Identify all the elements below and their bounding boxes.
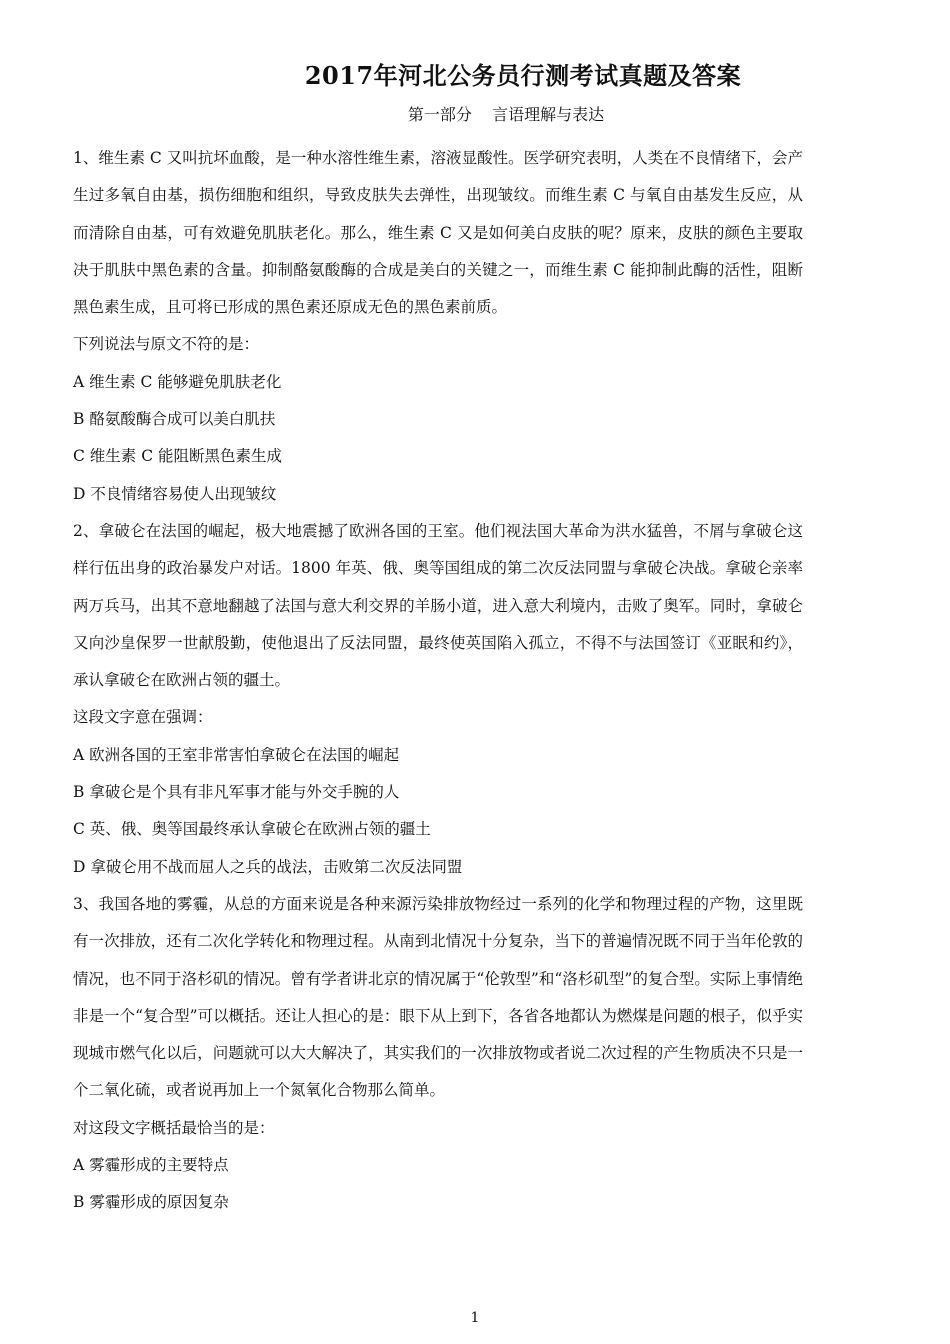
question-2-option-a: A 欧洲各国的王室非常害怕拿破仑在法国的崛起 xyxy=(73,745,400,764)
question-1-option-a: A 维生素 C 能够避免肌肤老化 xyxy=(73,372,282,391)
question-3-option-b: B 雾霾形成的原因复杂 xyxy=(73,1193,229,1212)
question-3-option-a: A 雾霾形成的主要特点 xyxy=(73,1156,229,1175)
document-body xyxy=(73,140,803,1222)
question-2-option-c: C 英、俄、奥等国最终承认拿破仑在欧洲占领的疆土 xyxy=(73,820,431,839)
question-3-prompt: 对这段文字概括最恰当的是： xyxy=(73,1118,275,1137)
question-1-prompt: 下列说法与原文不符的是： xyxy=(73,335,260,354)
question-3-stem: 3、我国各地的雾霾，从总的方面来说是各种来源污染排放物经过一系列的化学和物理过程的产物，这里既有一次排放，还有二次化学转化和物理过程。从南到北情况十分复杂，当下的普遍情况既不同于当年伦敦的情况，也不同于洛杉矶的情况。曾有学者讲北京的情况属于“伦敦型”和“洛杉矶型”的复合型。实际上事情绝非是一个“复合型”可以概括。还让人担心的是：眼下从上到下，各省各地都认为燃煤是问题的根子，似乎实现城市燃气化以后，问题就可以大大解决了，其实我们的一次排放物或者说二次过程的产生物质决不只是一个二氧化硫，或者说再加上一个氮氧化合物那么简单。 xyxy=(73,894,803,1100)
question-1-stem: 1、维生素 C 又叫抗坏血酸，是一种水溶性维生素，溶液显酸性。医学研究表明，人类在不良情绪下，会产生过多氧自由基，损伤细胞和组织，导致皮肤失去弹性，出现皱纹。而维生素 C 与氧自由基发生反应，从而清除自由基，可有效避免肌肤老化。那么，维生素 C 又是如何美白皮肤的呢？原来，皮肤的颜色主要取决于肌肤中黑色素的含量。抑制酪氨酸酶的合成是美白的关键之一，而维生素 C 能抑制此酶的活性，阻断黑色素生成，且可将已形成的黑色素还原成无色的黑色素前质。 xyxy=(73,149,803,317)
question-2-option-d: D 拿破仑用不战而屈人之兵的战法，击败第二次反法同盟 xyxy=(73,857,463,876)
document-title: 2017年河北公务员行测考试真题及答案 xyxy=(304,61,742,90)
page-number: 1 xyxy=(470,1310,480,1326)
section-heading: 第一部分 言语理解与表达 xyxy=(407,105,605,124)
question-2-prompt: 这段文字意在强调： xyxy=(73,708,213,727)
question-2-option-b: B 拿破仑是个具有非凡军事才能与外交手腕的人 xyxy=(73,783,400,802)
question-1-option-d: D 不良情绪容易使人出现皱纹 xyxy=(73,484,277,503)
question-2-stem: 2、拿破仑在法国的崛起，极大地震撼了欧洲各国的王室。他们视法国大革命为洪水猛兽，不屑与拿破仑这样行伍出身的政治暴发户对话。1800 年英、俄、奥等国组成的第二次反法同盟与拿破仑决战。拿破仑亲率两万兵马，出其不意地翻越了法国与意大利交界的羊肠小道，进入意大利境内，击败了奥军。同时，拿破仑又向沙皇保罗一世献殷勤，使他退出了反法同盟，最终使英国陷入孤立，不得不与法国签订《亚眠和约》，承认拿破仑在欧洲占领的疆土。 xyxy=(73,521,803,690)
question-1-option-b: B 酪氨酸酶合成可以美白肌扶 xyxy=(73,410,276,429)
question-1-option-c: C 维生素 C 能阻断黑色素生成 xyxy=(73,447,283,466)
